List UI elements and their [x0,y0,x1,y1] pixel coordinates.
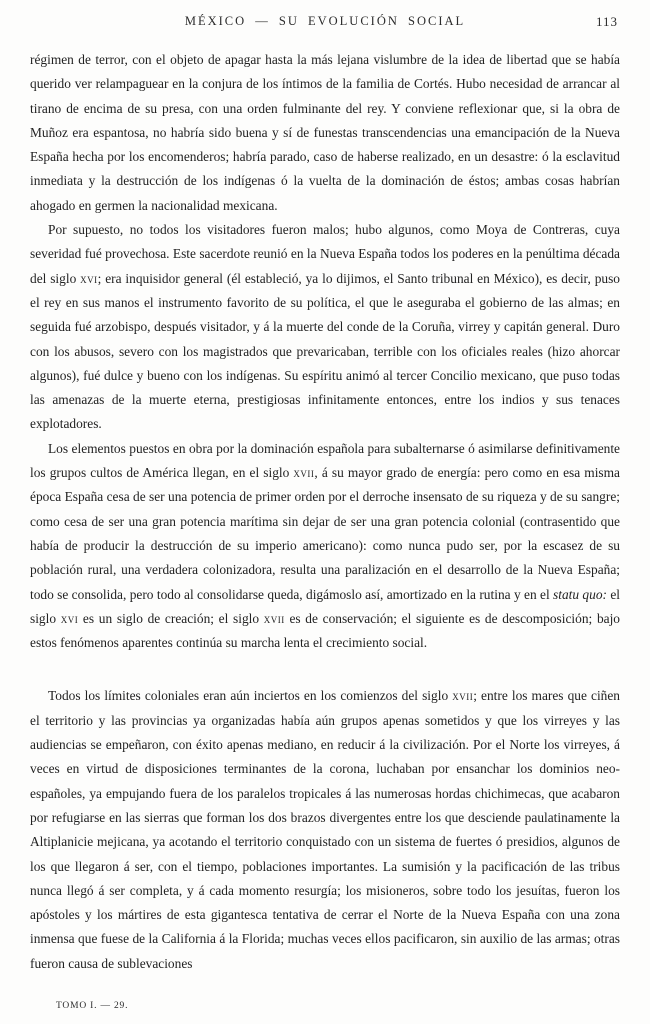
paragraph [30,437,620,656]
footer-signature: TOMO I. — 29. [56,1001,129,1011]
text-run-italic: statu quo: [553,586,607,602]
text-run: Por supuesto, no todos los visitadores fueron malos; hubo algunos, como Moya de Contreras, cuya severidad fué provechosa. Este sacerdote reunió en la Nueva España todos los poderes en la penúltima década del siglo [30,222,620,286]
paragraph [30,218,620,437]
page-text [30,48,620,976]
text-run: , á su mayor grado de energía: pero como en esa misma época España cesa de ser una potencia de primer orden por el derroche insensato de su riqueza y de su sangre; como cesa de ser una gran potencia marítima sin dejar de ser una gran potencia colonial (contrasentido que había de producir la destrucción de su imperio americano): como nunca pudo ser, por la escasez de su población rural, una verdadera colonizadora, resulta una paralización en el desarrollo de la Nueva España; todo se consolida, pero todo al consolidarse queda, digámoslo así, amortizado en la rutina y en el [30,465,620,602]
text-run-smallcaps: xvi [60,610,79,626]
running-title: MÉXICO — SU EVOLUCIÓN SOCIAL [184,14,466,28]
text-run-smallcaps: xvii [452,688,474,704]
text-run: ; era inquisidor general (él estableció, ya lo dijimos, el Santo tribunal en México), es decir, puso el rey en sus manos el instrumento favorito de su política, el que le aseguraba el gobierno de las almas; en seguida fué arzobispo, después visitador, y á la muerte del conde de la Coruña, virrey y capitán general. Duro con los abusos, severo con los magistrados que prevaricaban, terrible con los oficiales reales (hizo ahorcar algunos), fué dulce y bueno con los indígenas. Su espíritu animó al tercer Concilio mexicano, que puso todas las amenazas de la muerte eterna, prestigiosas infinitamente entonces, entre los indios y sus tenaces explotadores. [30,270,620,432]
text-run-smallcaps: xvi [80,270,98,286]
paragraph [30,48,620,218]
text-run: Los elementos puestos en obra por la dominación española para subalternarse ó asimilarse definitivamente los grupos cultos de América llegan, en el siglo [30,440,620,481]
text-run-smallcaps: xvii [293,465,315,481]
text-run: es un siglo de creación; el siglo [78,610,264,626]
text-run: es de conservación; el siguiente es de descomposición; bajo estos fenómenos aparentes continúa su marcha lenta el crecimiento social. [30,610,620,651]
text-run: el siglo [30,586,621,626]
page-number: 113 [595,14,618,29]
page-header [30,14,620,36]
paragraph [30,684,620,976]
text-run: ; entre los mares que ciñen el territorio y las provincias ya organizadas había aún grupos apenas sometidos y que los virreyes y las audiencias se empeñaron, con éxito apenas mediano, en reducir á la civilización. Por el Norte los virreyes, á veces en virtud de disposiciones terminantes de la corona, luchaban por ensanchar los dominios neo-españoles, ya empujando fuera de los paralelos tropicales á las numerosas hordas chichimecas, que acabaron por refugiarse en las sierras que forman los dos brazos divergentes entre los que desciende paulatinamente la Altiplanicie mejicana, ya acotando el territorio conquistado con un sistema de fuertes ó presidios, algunos de los que llegaron á ser, con el tiempo, poblaciones importantes. La sumisión y la pacificación de las tribus nunca llegó á ser completa, y á cada momento resurgía; los misioneros, sobre todo los jesuítas, fueron los apóstoles y los mártires de esta gigantesca tentativa de cerrar el Norte de la Nueva España con una zona inmensa que fuese de la California á la Florida; muchas veces ellos pacificaron, sin auxilio de las armas; otras fueron causa de sublevaciones [30,688,621,971]
text-run-smallcaps: xvii [263,610,285,626]
text-run: Todos los límites coloniales eran aún inciertos en los comienzos del siglo [48,688,453,704]
text-run: régimen de terror, con el objeto de apagar hasta la más lejana vislumbre de la idea de libertad que se había querido ver relampaguear en la conjura de los íntimos de la familia de Cortés. Hubo necesidad de arrancar al tirano de encima de su presa, con una orden fulminante del rey. Y conviene reflexionar que, si la obra de Muñoz era espantosa, no habría sido buena y sí de funestas transcendencias una emancipación de la Nueva España hecha por los encomenderos; habría parado, caso de haberse realizado, en un desastre: ó la esclavitud inmediata y la destrucción de los indígenas ó la vuelta de la dominación de éstos; ambas cosas habrían ahogado en germen la nacionalidad mexicana. [30,52,620,213]
